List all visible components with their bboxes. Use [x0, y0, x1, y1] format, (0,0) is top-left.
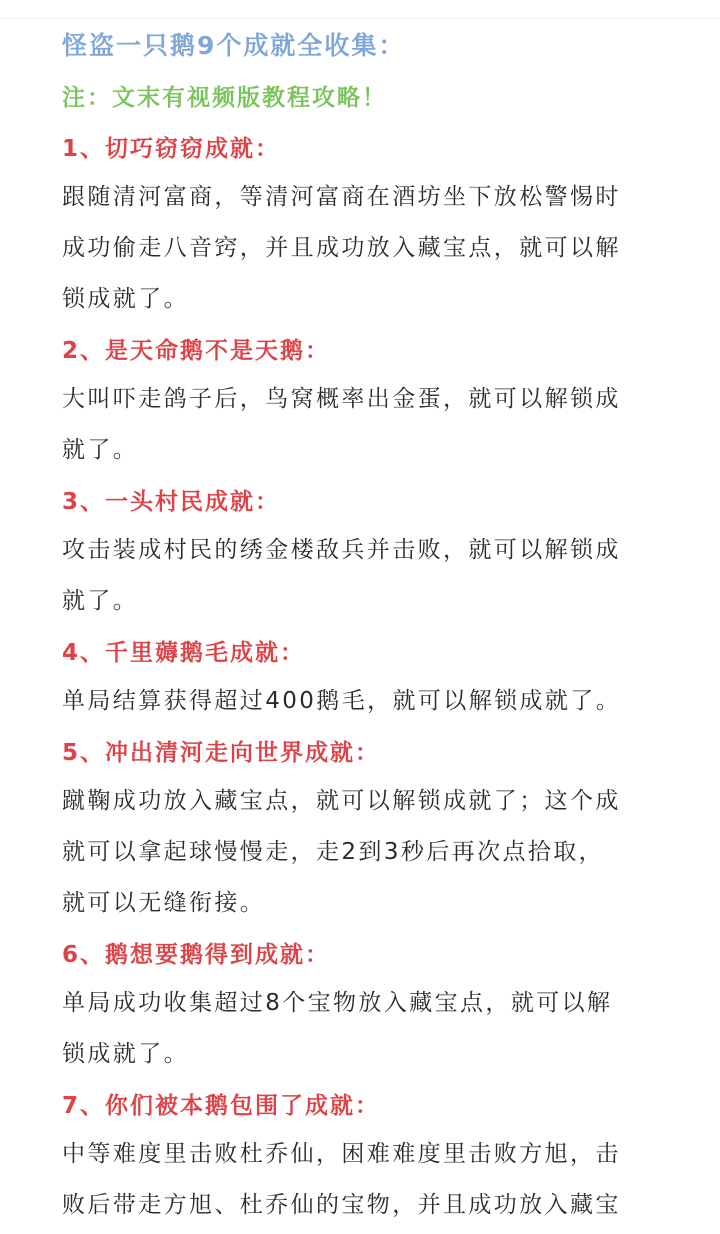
text-line: 败后带走方旭、杜乔仙的宝物，并且成功放入藏宝: [62, 1192, 621, 1218]
text-line: 锁成就了。: [62, 1041, 189, 1067]
text-line: 中等难度里击败杜乔仙，困难难度里击败方旭，击: [62, 1141, 621, 1167]
achievement-description: [62, 374, 662, 479]
achievement-heading: 6、鹅想要鹅得到成就：: [62, 942, 331, 968]
text-line: 锁成就了。: [62, 286, 189, 312]
text-line: 就了。: [62, 437, 139, 463]
text-line: 就可以无缝衔接。: [62, 890, 266, 916]
achievement-section-5: [62, 730, 662, 932]
text-line: 就可以拿起球慢慢走，走2到3秒后再次点拾取，: [62, 839, 605, 865]
achievement-section-3: [62, 479, 662, 630]
achievement-section-4: [62, 630, 662, 730]
text-line: 成功偷走八音窍，并且成功放入藏宝点，就可以解: [62, 235, 621, 261]
achievement-heading: 3、一头村民成就：: [62, 489, 281, 515]
text-line: 就了。: [62, 588, 139, 614]
achievement-section-2: [62, 328, 662, 479]
article: [62, 22, 662, 1234]
text-line: 单局成功收集超过8个宝物放入藏宝点，就可以解: [62, 990, 613, 1016]
achievement-section-6: [62, 932, 662, 1083]
article-note: 注：文末有视频版教程攻略！: [62, 85, 387, 111]
achievement-section-7: [62, 1083, 662, 1234]
text-line: 单局结算获得超过400鹅毛，就可以解锁成就了。: [62, 688, 622, 714]
achievement-heading: 7、你们被本鹅包围了成就：: [62, 1093, 381, 1119]
achievement-description: [62, 525, 662, 630]
achievement-description: [62, 676, 662, 730]
achievement-heading: 5、冲出清河走向世界成就：: [62, 740, 381, 766]
achievement-description: [62, 776, 662, 932]
achievement-description: [62, 172, 662, 328]
achievement-heading: 1、切巧窃窃成就：: [62, 136, 281, 162]
text-line: 跟随清河富商，等清河富商在酒坊坐下放松警惕时: [62, 184, 621, 210]
achievement-description: [62, 1129, 662, 1234]
text-line: 攻击装成村民的绣金楼敌兵并击败，就可以解锁成: [62, 537, 621, 563]
achievement-heading: 2、是天命鹅不是天鹅：: [62, 338, 331, 364]
achievement-description: [62, 978, 662, 1083]
text-line: 大叫吓走鸽子后，鸟窝概率出金蛋，就可以解锁成: [62, 386, 621, 412]
achievement-section-1: [62, 126, 662, 328]
article-title: 怪盗一只鹅9个成就全收集：: [62, 31, 406, 60]
top-divider: [0, 18, 720, 19]
achievement-heading: 4、千里薅鹅毛成就：: [62, 640, 306, 666]
text-line: 蹴鞠成功放入藏宝点，就可以解锁成就了；这个成: [62, 788, 621, 814]
